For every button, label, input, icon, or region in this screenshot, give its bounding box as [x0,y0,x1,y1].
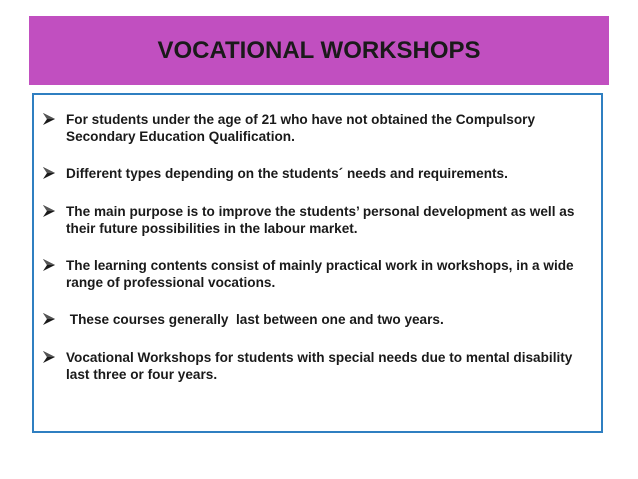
list-item [40,111,579,145]
bullet-text: Vocational Workshops for students with special needs due to mental disability last three or four years. [66,350,573,382]
bullet-text: The learning contents consist of mainly practical work in workshops, in a wide range of professional vocations. [66,258,574,290]
list-item [40,165,579,182]
arrow-bullet-icon [42,204,56,218]
title-banner [29,16,609,85]
arrow-bullet-icon [42,312,56,326]
list-item [40,203,579,237]
list-item [40,349,579,383]
bullet-text: For students under the age of 21 who have not obtained the Compulsory Secondary Education Qualification. [66,112,536,144]
bullet-list [40,111,579,383]
slide-title: VOCATIONAL WORKSHOPS [157,36,481,64]
list-item [40,311,579,328]
bullet-text: These courses generally last between one and two years. [66,312,444,327]
arrow-bullet-icon [42,258,56,272]
arrow-bullet-icon [42,112,56,126]
bullet-text: The main purpose is to improve the students’ personal development as well as their future possibilities in the labour market. [66,204,575,236]
list-item [40,257,579,291]
bullet-text: Different types depending on the students´ needs and requirements. [66,166,508,181]
arrow-bullet-icon [42,350,56,364]
content-box [32,93,603,433]
arrow-bullet-icon [42,166,56,180]
